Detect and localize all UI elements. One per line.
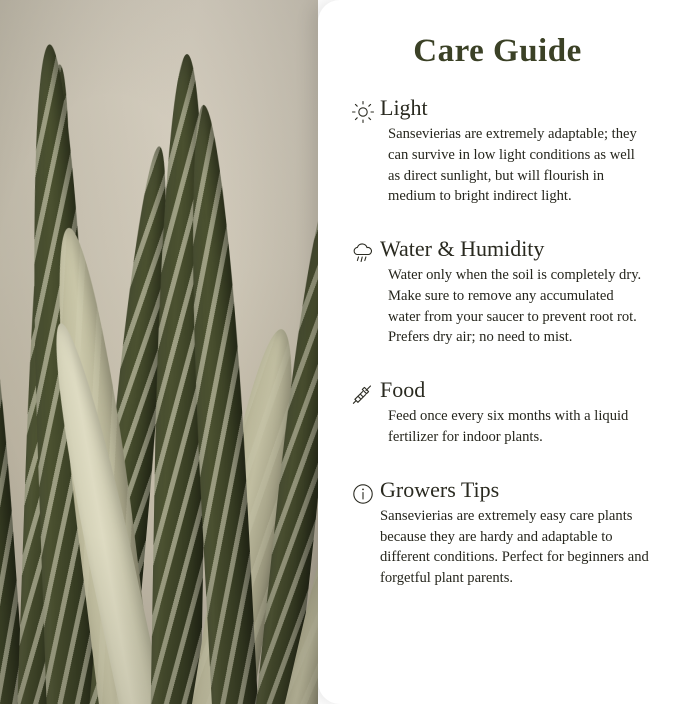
section-text: Water only when the soil is completely dry. Make sure to remove any accumulated water from your saucer to prevent root rot. Prefers dry air; no need to mist. [388, 267, 642, 346]
section-heading: Light [380, 95, 428, 120]
rain-cloud-icon [346, 237, 380, 267]
section-body [380, 96, 649, 207]
section-heading: Water & Humidity [380, 236, 545, 262]
care-guide-card [318, 0, 679, 704]
page-title: Care Guide [413, 33, 582, 69]
section-text: Sansevierias are extremely adaptable; they can survive in low light conditions as well as direct sunlight, but will flourish in medium to bright indirect light. [388, 126, 637, 205]
section-food [346, 378, 649, 448]
section-body [380, 478, 649, 589]
section-heading: Food [380, 377, 426, 403]
section-body [380, 237, 649, 348]
snake-plant-photo [0, 0, 318, 704]
section-text: Sansevierias are extremely easy care plants because they are hardy and adaptable to different conditions. Perfect for beginners and forgetful plant parents. [380, 507, 649, 587]
section-text: Feed once every six months with a liquid fertilizer for indoor plants. [388, 408, 629, 446]
section-water-humidity [346, 237, 649, 348]
section-body [380, 378, 649, 448]
sun-icon [346, 96, 380, 124]
section-growers-tips [346, 478, 649, 589]
info-circle-icon [346, 478, 380, 506]
syringe-icon [346, 378, 380, 408]
section-light [346, 96, 649, 207]
section-heading: Growers Tips [380, 476, 500, 502]
